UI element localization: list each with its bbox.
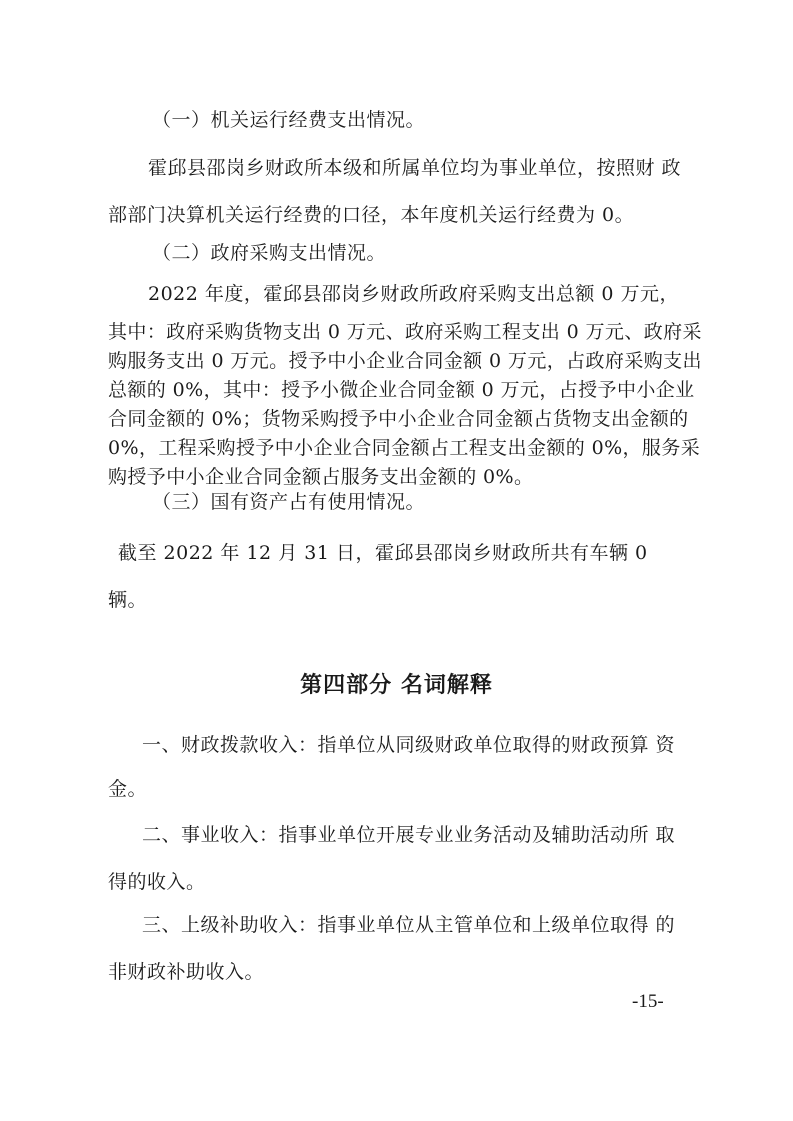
section-title-operating-expenses: （一）机关运行经费支出情况。 xyxy=(152,109,426,131)
paragraph-line: 辆。 xyxy=(108,589,148,611)
definition-line: 二、事业收入：指事业单位开展专业业务活动及辅助活动所 取 xyxy=(142,824,676,846)
section-title-state-assets: （三）国有资产占有使用情况。 xyxy=(152,491,426,513)
definition-line: 金。 xyxy=(108,778,148,800)
definition-line: 非财政补助收入。 xyxy=(108,961,265,983)
paragraph-line: 部部门决算机关运行经费的口径，本年度机关运行经费为 0。 xyxy=(108,204,635,226)
paragraph-line: 霍邱县邵岗乡财政所本级和所属单位均为事业单位，按照财 政 xyxy=(148,157,682,179)
definition-line: 一、财政拨款收入：指单位从同级财政单位取得的财政预算 资 xyxy=(142,734,676,756)
part-four-heading: 第四部分 名词解释 xyxy=(300,673,493,698)
definition-line: 得的收入。 xyxy=(108,871,206,893)
paragraph-line: 截至 2022 年 12 月 31 日，霍邱县邵岗乡财政所共有车辆 0 xyxy=(118,542,648,564)
procurement-paragraph: 其中：政府采购货物支出 0 万元、政府采购工程支出 0 万元、政府采购服务支出 0 万元。授予中小企业合同金额 0 万元，占政府采购支出总额的 0%，其中：授予小微企业合同金额 0 万元，占授予中小企业合同金额的 0%；货物采购授予中小企业合同金额占货物支出金额的 0%，工程采购授予中小企业合同金额占工程支出金额的 0%，服务采购授予中小企业合同金额占服务支出金额的 0%。 xyxy=(108,321,702,488)
definition-line: 三、上级补助收入：指事业单位从主管单位和上级单位取得 的 xyxy=(142,914,676,936)
paragraph-line: 2022 年度，霍邱县邵岗乡财政所政府采购支出总额 0 万元， xyxy=(148,283,680,305)
page-number: -15- xyxy=(632,991,664,1012)
section-title-procurement: （二）政府采购支出情况。 xyxy=(152,242,387,264)
